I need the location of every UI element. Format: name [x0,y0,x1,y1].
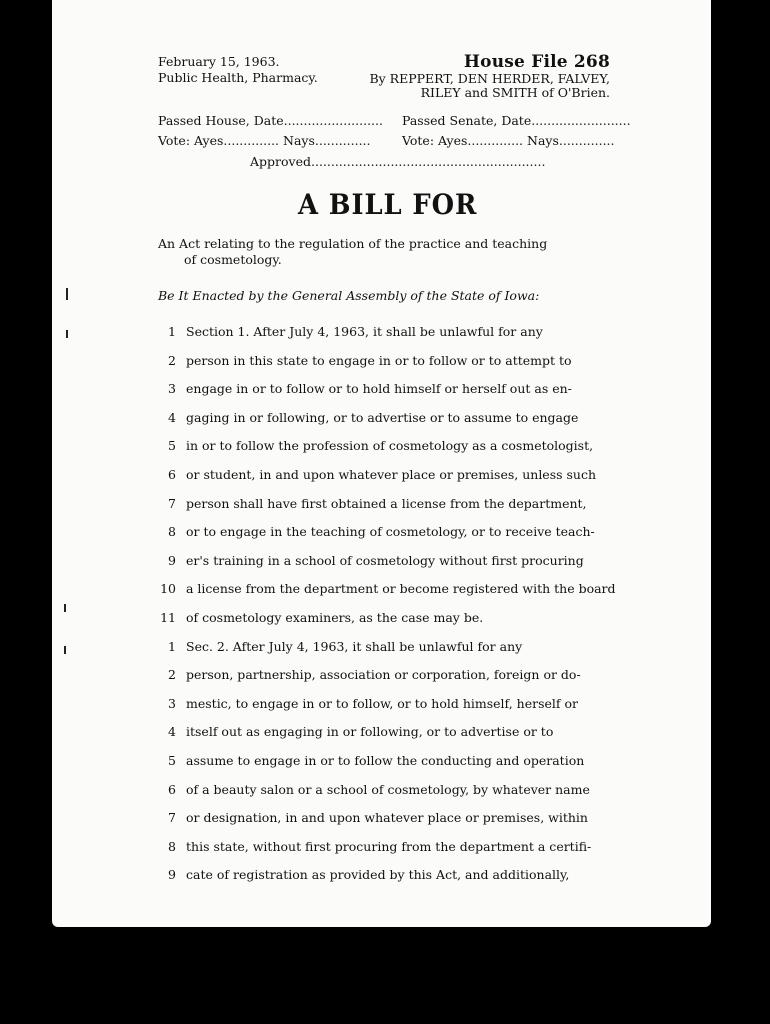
line-text: person in this state to engage in or to follow or to attempt to [186,353,572,368]
bill-line [152,667,581,687]
scan-speck [64,604,66,612]
line-text: person, partnership, association or corporation, foreign or do- [186,667,581,682]
line-number: 4 [168,724,176,739]
bill-line [152,438,593,458]
line-number: 3 [168,381,176,396]
line-number: 5 [168,753,176,768]
bill-line [152,353,572,373]
passed-senate-date: Passed Senate, Date......................... [402,113,631,128]
line-number: 4 [168,410,176,425]
line-number: 7 [168,496,176,511]
line-number: 2 [168,667,176,682]
header-right [369,52,610,100]
bill-line [152,553,584,573]
bill-title: A BILL FOR [298,188,478,221]
bill-date: February 15, 1963. [158,54,280,69]
sponsors-line-2: RILEY and SMITH of O'Brien. [420,85,610,100]
line-text: Section 1. After July 4, 1963, it shall be unlawful for any [186,324,543,339]
line-text: in or to follow the profession of cosmetology as a cosmetologist, [186,438,594,453]
line-number: 9 [168,553,176,568]
line-number: 6 [168,782,176,797]
committee-label: Public Health, Pharmacy. [158,70,318,85]
bill-line [152,839,591,859]
line-number: 10 [160,581,176,596]
line-number: 5 [168,438,176,453]
bill-line [152,410,578,430]
line-text: engage in or to follow or to hold himself or herself out as en- [186,381,572,396]
line-number: 1 [168,639,176,654]
bill-line [152,810,588,830]
senate-vote-line: Vote: Ayes.............. Nays.............. [402,133,615,148]
line-text: or designation, in and upon whatever place or premises, within [186,810,588,825]
line-text: of a beauty salon or a school of cosmetology, by whatever name [186,782,590,797]
house-file-number: House File 268 [463,52,610,72]
line-number: 11 [160,610,176,625]
sponsors-line-1: By REPPERT, DEN HERDER, FALVEY, [369,71,610,86]
line-number: 2 [168,353,176,368]
line-text: person shall have first obtained a license from the department, [186,496,587,511]
line-text: Sec. 2. After July 4, 1963, it shall be unlawful for any [186,639,523,654]
bill-line [152,496,587,516]
house-vote-line: Vote: Ayes.............. Nays.............. [158,133,371,148]
bill-line [152,324,543,344]
approved-line: Approved........................................................... [250,154,546,169]
bill-line [152,639,522,659]
line-text: cate of registration as provided by this Act, and additionally, [186,867,570,882]
line-number: 1 [168,324,176,339]
line-text: gaging in or following, or to advertise or to assume to engage [186,410,579,425]
scan-speck [66,288,68,300]
act-caption-line-2: of cosmetology. [184,252,282,267]
scan-speck [64,646,66,654]
line-text: of cosmetology examiners, as the case may be. [186,610,484,625]
header-left [158,54,318,86]
bill-line [152,467,596,487]
bill-line [152,581,616,601]
act-caption-line-1: An Act relating to the regulation of the practice and teaching [158,236,548,251]
bill-line [152,724,553,744]
line-text: assume to engage in or to follow the conducting and operation [186,753,585,768]
bill-line [152,524,595,544]
line-number: 6 [168,467,176,482]
bill-line [152,753,584,773]
line-text: or to engage in the teaching of cosmetology, or to receive teach- [186,524,595,539]
bill-line [152,782,590,802]
act-caption [158,236,547,268]
bill-line [152,381,572,401]
scan-speck [66,330,68,338]
line-number: 3 [168,696,176,711]
line-text: mestic, to engage in or to follow, or to hold himself, herself or [186,696,579,711]
passed-house-date: Passed House, Date......................... [158,113,383,128]
bill-line [152,867,569,887]
line-number: 8 [168,839,176,854]
bill-line [152,696,578,716]
line-text: er's training in a school of cosmetology without first procuring [186,553,584,568]
line-number: 7 [168,810,176,825]
line-text: itself out as engaging in or following, or to advertise or to [186,724,554,739]
line-text: or student, in and upon whatever place or premises, unless such [186,467,597,482]
line-text: a license from the department or become registered with the board [186,581,616,596]
bill-line [152,610,483,630]
document-sheet [52,0,711,927]
enacting-clause: Be It Enacted by the General Assembly of the State of Iowa: [158,288,540,303]
line-number: 9 [168,867,176,882]
line-number: 8 [168,524,176,539]
line-text: this state, without first procuring from the department a certifi- [186,839,592,854]
